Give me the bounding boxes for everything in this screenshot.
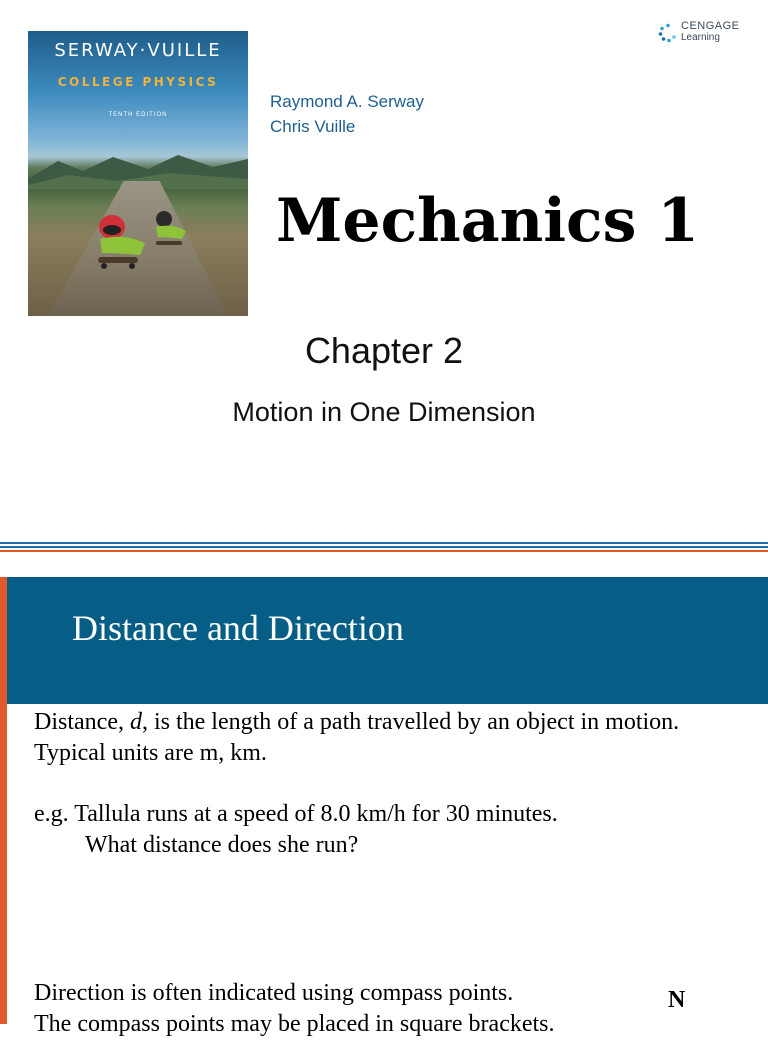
content-slide (0, 577, 768, 1037)
example-line-1: e.g. Tallula runs at a speed of 8.0 km/h for 30 minutes. (34, 801, 558, 827)
authors-block (270, 89, 424, 139)
accent-bar (0, 577, 7, 1024)
skateboarder-graphic-2 (150, 209, 190, 249)
variable-d: d (129, 709, 142, 735)
content-slide-title: Distance and Direction (72, 608, 404, 648)
direction-line-2: The compass points may be placed in square brackets. (34, 1011, 555, 1037)
chapter-subtitle: Motion in One Dimension (232, 397, 536, 427)
logo-text-learning: Learning (681, 32, 720, 43)
slide-divider (0, 540, 768, 556)
cover-title: SERWAY·VUILLE (54, 40, 222, 61)
distance-definition: Distance, d, is the length of a path travelled by an object in motion. (34, 709, 680, 735)
cengage-dots-icon (658, 23, 678, 43)
book-cover-image (28, 31, 248, 316)
slide-title: Mechanics 1 (276, 186, 699, 256)
logo-text-cengage: CENGAGE (681, 20, 740, 32)
north-label: N (668, 987, 686, 1013)
author-vuille: Chris Vuille (270, 117, 356, 136)
chapter-label: Chapter 2 (304, 330, 464, 371)
units-line: Typical units are m, km. (34, 740, 267, 766)
cover-edition: TENTH EDITION (108, 112, 168, 118)
example-line-2: What distance does she run? (85, 832, 359, 858)
slide-header (7, 577, 768, 704)
cengage-logo (658, 20, 748, 50)
author-serway: Raymond A. Serway (270, 92, 425, 111)
direction-line-1: Direction is often indicated using compass points. (34, 980, 514, 1006)
cover-subtitle: COLLEGE PHYSICS (57, 75, 219, 89)
